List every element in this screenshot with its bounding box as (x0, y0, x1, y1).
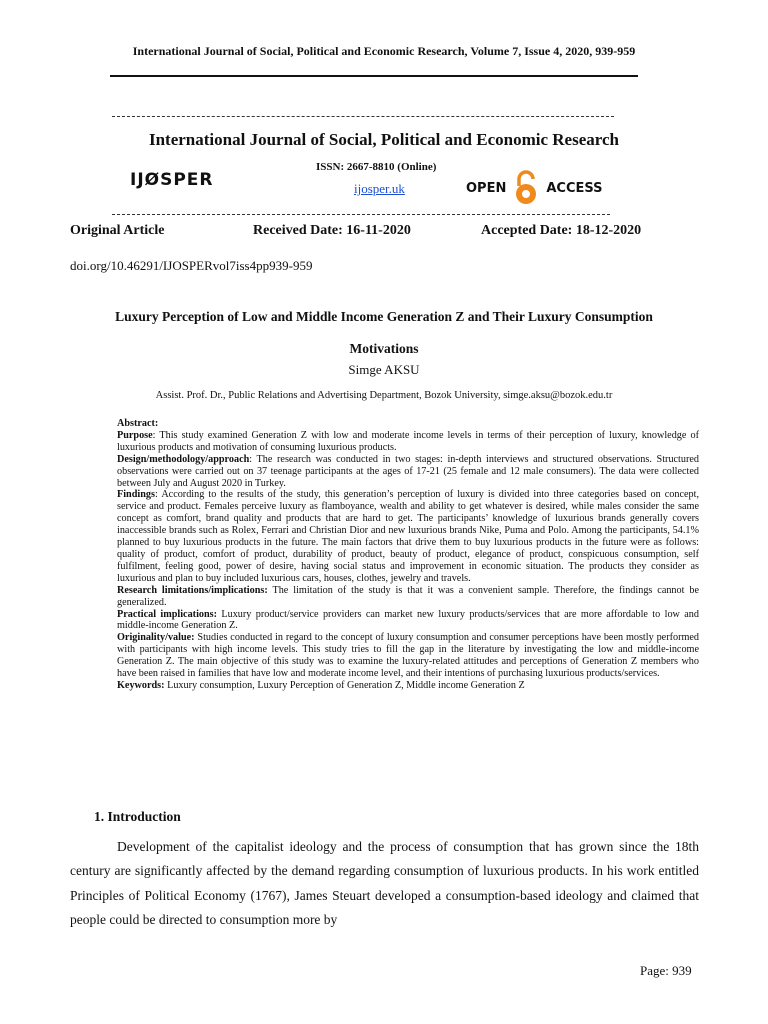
open-access-lock-icon (512, 170, 540, 206)
open-label: OPEN (466, 180, 507, 196)
introduction-paragraph: Development of the capitalist ideology and the process of consumption that has grown since the 18th century are significantly affected by the demand regarding consumption of luxurious products. In his work entitled Principles of Political Economy (1767), James Steuart developed a consumption-based ideology and claimed that people could be directed to consumption more by (70, 839, 699, 928)
received-date: Received Date: 16-11-2020 (253, 223, 411, 238)
doi: doi.org/10.46291/IJOSPERvol7iss4pp939-959 (70, 258, 313, 273)
abstract-practical: Practical implications: Luxury product/service providers can market new luxury products/services that are more affordable to low and middle-income Generation Z. (117, 608, 699, 632)
running-head: International Journal of Social, Political and Economic Research, Volume 7, Issue 4, 2020, 939-959 (132, 44, 636, 58)
abstract-keywords: Keywords: Luxury consumption, Luxury Perception of Generation Z, Middle income Generation Z (117, 679, 525, 691)
journal-website-link[interactable]: ijosper.uk (354, 181, 405, 196)
issn: ISSN: 2667-8810 (Online) (316, 161, 437, 173)
accepted-date: Accepted Date: 18-12-2020 (481, 223, 642, 238)
article-title: Luxury Perception of Low and Middle Income Generation Z and Their Luxury Consumption Motivations (115, 309, 653, 356)
abstract-findings: Findings: According to the results of the study, this generation’s perception of luxury is divided into three categories based on concept, service and product. Females perceive luxury as flamboyance, wealth and ability to get whatever is desired, while males consider the same concept as comfort, brand quality and products that are hard to get. The participants’ knowledge of luxurious brands generally covers inaccessible brands such as Rolex, Ferrari and Christian Dior and new luxurious brands Nike, Puma and Polo. Among the participants, 54.1% planned to buy luxurious products in the future. The main factors that drive them to buy luxurious products in the future were as follows: quality of product, comfort of product, durability of product, beauty of product, elegance of product, conspicuous consumption, self fulfilment, feeling good, power of desire, having social status and improvement in economic situation. The products they consider as luxurious and plan to buy included luxurious cars, houses, clothes, jewelry and travels. (117, 489, 699, 584)
open-access-logo (466, 170, 603, 206)
masthead-top-dashed-rule (112, 116, 614, 117)
author-name: Simge AKSU (348, 362, 420, 377)
abstract-limitations: Research limitations/implications: The limitation of the study is that it was a convenient sample. Therefore, the findings cannot be generalized. (117, 584, 699, 608)
section-heading-introduction: 1. Introduction (94, 809, 181, 824)
abstract (117, 418, 699, 692)
header-rule (110, 75, 638, 77)
author-affiliation: Assist. Prof. Dr., Public Relations and Advertising Department, Bozok University, simge.aksu@bozok.edu.tr (155, 390, 613, 401)
article-type: Original Article (70, 223, 165, 238)
journal-title: International Journal of Social, Political and Economic Research (148, 130, 619, 149)
abstract-design: Design/methodology/approach: The research was conducted in two stages: in-depth interviews and structured observations. Structured observations were carried out on 37 teenage participants at the ages of 17-21 (25 female and 12 male consumers). The data were collected between July and August 2020 in Turkey. (117, 453, 699, 489)
masthead-bottom-dashed-rule (112, 214, 610, 215)
abstract-originality: Originality/value: Studies conducted in regard to the concept of luxury consumption and consumer perceptions have been mostly performed with participants with high income levels. This study tries to fill the gap in the literature by investigating the low and middle-income Generation Z. The main objective of this study was to examine the luxury-related attitudes and perceptions of Generation Z members who have been raised in families that have low and moderate income level, and their intentions of purchasing luxurious products/services. (117, 632, 699, 680)
access-label: ACCESS (546, 180, 603, 196)
abstract-heading: Abstract: (117, 418, 159, 429)
journal-logo: IJØSPER (130, 170, 214, 190)
page-number: Page: 939 (640, 963, 692, 978)
abstract-purpose: Purpose: This study examined Generation Z with low and moderate income levels in terms of their perception of luxury, knowledge of luxurious products and motivation of consuming luxurious products. (117, 429, 699, 453)
